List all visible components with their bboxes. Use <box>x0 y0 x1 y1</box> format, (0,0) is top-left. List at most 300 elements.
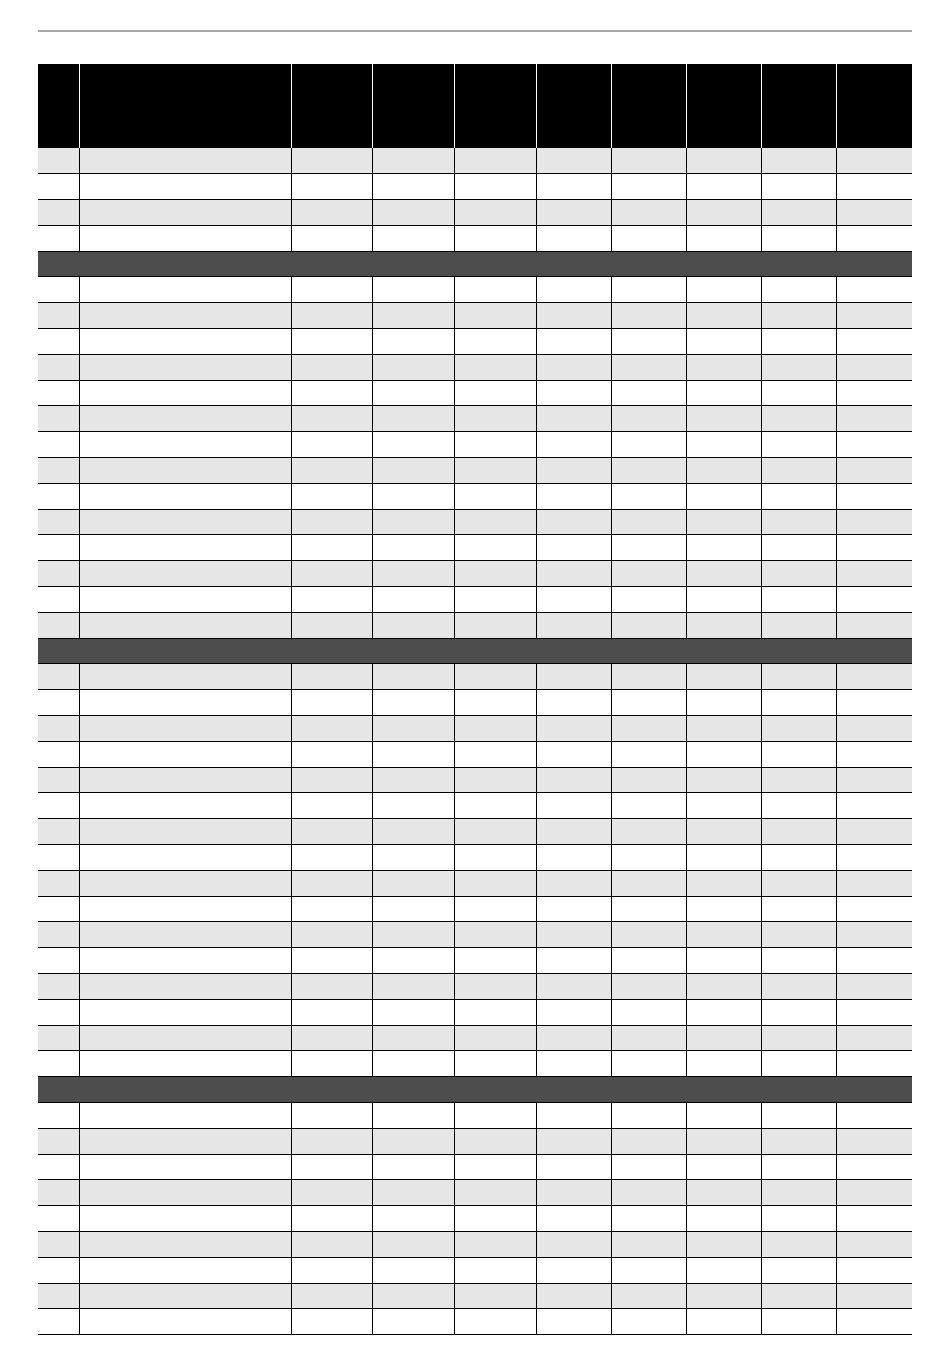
table-cell <box>836 174 912 200</box>
table-cell <box>291 1283 372 1309</box>
table-cell <box>761 432 836 458</box>
table-cell <box>372 999 454 1025</box>
table-cell <box>454 380 536 406</box>
table-row <box>38 948 912 974</box>
table-cell <box>836 1180 912 1206</box>
table-cell <box>761 303 836 329</box>
table-cell <box>611 716 686 742</box>
table-row <box>38 896 912 922</box>
table-cell <box>454 664 536 690</box>
table-cell <box>611 819 686 845</box>
table-cell <box>536 1180 611 1206</box>
table-cell <box>79 1051 291 1077</box>
table-cell <box>836 767 912 793</box>
table-cell <box>761 509 836 535</box>
table-cell <box>79 1309 291 1335</box>
table-cell <box>38 277 79 303</box>
table-cell <box>536 1257 611 1283</box>
table-row <box>38 922 912 948</box>
table-cell <box>611 432 686 458</box>
table-cell <box>38 432 79 458</box>
table-cell <box>291 200 372 226</box>
section-header-label <box>38 1077 912 1103</box>
table-cell <box>38 896 79 922</box>
column-header <box>611 64 686 148</box>
table-cell <box>686 200 761 226</box>
table-cell <box>79 999 291 1025</box>
table-cell <box>454 767 536 793</box>
table-row <box>38 303 912 329</box>
table-cell <box>761 329 836 355</box>
table-cell <box>454 277 536 303</box>
table-cell <box>536 767 611 793</box>
table-cell <box>79 690 291 716</box>
table-cell <box>536 380 611 406</box>
table-cell <box>686 1025 761 1051</box>
table-cell <box>836 354 912 380</box>
table-cell <box>79 329 291 355</box>
table-cell <box>536 922 611 948</box>
table-cell <box>611 458 686 484</box>
table-cell <box>761 1154 836 1180</box>
table-cell <box>686 483 761 509</box>
table-cell <box>611 174 686 200</box>
table-cell <box>291 432 372 458</box>
table-cell <box>686 819 761 845</box>
table-cell <box>372 535 454 561</box>
table-cell <box>291 1309 372 1335</box>
table-cell <box>836 432 912 458</box>
table-cell <box>38 612 79 638</box>
table-cell <box>536 793 611 819</box>
table-cell <box>536 1102 611 1128</box>
table-cell <box>454 1025 536 1051</box>
table-row <box>38 1257 912 1283</box>
table-cell <box>761 922 836 948</box>
table-cell <box>79 1025 291 1051</box>
table-cell <box>38 329 79 355</box>
table-cell <box>372 354 454 380</box>
table-cell <box>836 819 912 845</box>
table-cell <box>611 148 686 174</box>
table-cell <box>454 1051 536 1077</box>
table-cell <box>761 1231 836 1257</box>
table-cell <box>836 148 912 174</box>
table-cell <box>38 664 79 690</box>
table-cell <box>761 1283 836 1309</box>
table-cell <box>454 329 536 355</box>
table-cell <box>291 587 372 613</box>
table-row <box>38 690 912 716</box>
table-cell <box>372 587 454 613</box>
table-cell <box>38 767 79 793</box>
table-cell <box>686 509 761 535</box>
table-cell <box>836 845 912 871</box>
table-cell <box>38 793 79 819</box>
table-cell <box>291 1051 372 1077</box>
table-cell <box>611 767 686 793</box>
table-cell <box>611 793 686 819</box>
column-header <box>761 64 836 148</box>
table-cell <box>372 509 454 535</box>
table-cell <box>454 303 536 329</box>
column-header <box>686 64 761 148</box>
table-cell <box>372 174 454 200</box>
table-cell <box>761 1102 836 1128</box>
table-cell <box>454 174 536 200</box>
table-cell <box>761 845 836 871</box>
table-cell <box>454 1231 536 1257</box>
table-cell <box>79 741 291 767</box>
table-cell <box>536 148 611 174</box>
table-cell <box>836 690 912 716</box>
table-cell <box>79 1102 291 1128</box>
table-cell <box>454 741 536 767</box>
table-cell <box>686 741 761 767</box>
table-cell <box>38 509 79 535</box>
table-cell <box>686 1257 761 1283</box>
table-cell <box>79 1283 291 1309</box>
table-cell <box>79 870 291 896</box>
table-cell <box>611 1257 686 1283</box>
section-header-label <box>38 251 912 277</box>
table-cell <box>611 1231 686 1257</box>
table-row <box>38 587 912 613</box>
table-row <box>38 664 912 690</box>
table-cell <box>611 354 686 380</box>
table-cell <box>291 974 372 1000</box>
table-cell <box>38 999 79 1025</box>
table-cell <box>686 148 761 174</box>
table-cell <box>79 380 291 406</box>
table-cell <box>372 329 454 355</box>
table-cell <box>79 483 291 509</box>
table-cell <box>686 612 761 638</box>
table-row <box>38 974 912 1000</box>
table-cell <box>454 483 536 509</box>
table-cell <box>536 948 611 974</box>
table-cell <box>372 1102 454 1128</box>
table-cell <box>686 1102 761 1128</box>
table-cell <box>686 690 761 716</box>
table-row <box>38 612 912 638</box>
column-header <box>454 64 536 148</box>
section-header-label <box>38 638 912 664</box>
table-cell <box>372 225 454 251</box>
table-row <box>38 1051 912 1077</box>
table-cell <box>79 716 291 742</box>
table-cell <box>536 200 611 226</box>
table-cell <box>836 277 912 303</box>
table-cell <box>836 200 912 226</box>
table-cell <box>291 1180 372 1206</box>
table-cell <box>454 974 536 1000</box>
table-cell <box>454 1154 536 1180</box>
table-cell <box>836 380 912 406</box>
table-cell <box>836 1102 912 1128</box>
table-cell <box>79 1180 291 1206</box>
table-cell <box>79 561 291 587</box>
table-cell <box>836 612 912 638</box>
table-cell <box>761 354 836 380</box>
table-row <box>38 793 912 819</box>
table-row <box>38 406 912 432</box>
table-cell <box>611 845 686 871</box>
table-cell <box>761 612 836 638</box>
table-cell <box>291 612 372 638</box>
table-cell <box>536 896 611 922</box>
table-cell <box>38 716 79 742</box>
table-cell <box>536 483 611 509</box>
table-row <box>38 1309 912 1335</box>
table-cell <box>454 1102 536 1128</box>
table-cell <box>611 1051 686 1077</box>
table-cell <box>454 458 536 484</box>
table-cell <box>836 483 912 509</box>
table-cell <box>454 1257 536 1283</box>
table-cell <box>836 225 912 251</box>
table-row <box>38 1206 912 1232</box>
table-cell <box>536 277 611 303</box>
table-cell <box>611 1309 686 1335</box>
table-cell <box>38 225 79 251</box>
table-cell <box>79 1257 291 1283</box>
table-cell <box>79 612 291 638</box>
table-cell <box>291 483 372 509</box>
table-cell <box>38 1102 79 1128</box>
table-cell <box>611 483 686 509</box>
table-cell <box>372 870 454 896</box>
table-cell <box>38 354 79 380</box>
table-cell <box>836 974 912 1000</box>
table-cell <box>79 406 291 432</box>
table-cell <box>291 870 372 896</box>
table-cell <box>761 896 836 922</box>
table-cell <box>686 1128 761 1154</box>
table-cell <box>686 277 761 303</box>
table-cell <box>761 664 836 690</box>
table-cell <box>38 1231 79 1257</box>
table-cell <box>536 587 611 613</box>
table-cell <box>836 1206 912 1232</box>
table-row <box>38 354 912 380</box>
table-cell <box>372 1309 454 1335</box>
table-cell <box>372 200 454 226</box>
data-table <box>38 64 912 1335</box>
table-cell <box>372 922 454 948</box>
table-cell <box>836 1025 912 1051</box>
table-cell <box>454 845 536 871</box>
table-cell <box>79 277 291 303</box>
table-cell <box>38 406 79 432</box>
table-cell <box>686 1231 761 1257</box>
table-cell <box>372 612 454 638</box>
table-cell <box>761 741 836 767</box>
table-cell <box>454 948 536 974</box>
table-cell <box>536 1206 611 1232</box>
table-cell <box>79 587 291 613</box>
table-cell <box>536 845 611 871</box>
table-cell <box>761 1051 836 1077</box>
table-cell <box>611 380 686 406</box>
table-cell <box>454 200 536 226</box>
table-cell <box>536 870 611 896</box>
table-cell <box>611 1206 686 1232</box>
table-cell <box>372 380 454 406</box>
table-cell <box>291 999 372 1025</box>
table-cell <box>611 1102 686 1128</box>
table-cell <box>372 148 454 174</box>
table-cell <box>686 432 761 458</box>
table-cell <box>611 509 686 535</box>
table-cell <box>372 432 454 458</box>
table-cell <box>761 174 836 200</box>
table-cell <box>611 535 686 561</box>
table-cell <box>38 587 79 613</box>
table-cell <box>372 741 454 767</box>
table-cell <box>79 1206 291 1232</box>
table-cell <box>79 535 291 561</box>
table-row <box>38 535 912 561</box>
table-cell <box>686 380 761 406</box>
table-row <box>38 1283 912 1309</box>
table-cell <box>38 974 79 1000</box>
table-cell <box>761 716 836 742</box>
table-cell <box>836 896 912 922</box>
table-cell <box>372 406 454 432</box>
table-cell <box>761 793 836 819</box>
table-cell <box>686 329 761 355</box>
section-header-row <box>38 251 912 277</box>
table-cell <box>836 509 912 535</box>
table-cell <box>372 1231 454 1257</box>
table-cell <box>686 845 761 871</box>
table-cell <box>454 1128 536 1154</box>
table-cell <box>38 1025 79 1051</box>
table-cell <box>454 509 536 535</box>
table-cell <box>686 458 761 484</box>
table-cell <box>38 1128 79 1154</box>
table-cell <box>611 896 686 922</box>
table-cell <box>79 896 291 922</box>
table-body <box>38 148 912 1335</box>
table-cell <box>291 767 372 793</box>
table-cell <box>836 741 912 767</box>
table-cell <box>79 432 291 458</box>
table-row <box>38 1102 912 1128</box>
table-cell <box>686 174 761 200</box>
top-rule <box>38 30 912 32</box>
table-cell <box>372 664 454 690</box>
table-cell <box>611 664 686 690</box>
table-cell <box>536 432 611 458</box>
table-cell <box>536 664 611 690</box>
table-cell <box>761 1128 836 1154</box>
table-cell <box>38 174 79 200</box>
table-cell <box>611 948 686 974</box>
table-cell <box>291 690 372 716</box>
table-cell <box>611 1025 686 1051</box>
table-row <box>38 148 912 174</box>
table-cell <box>38 561 79 587</box>
table-cell <box>536 509 611 535</box>
table-cell <box>536 303 611 329</box>
table-cell <box>38 380 79 406</box>
table-cell <box>536 535 611 561</box>
table-cell <box>38 948 79 974</box>
table-cell <box>454 225 536 251</box>
table-cell <box>38 1309 79 1335</box>
column-header <box>536 64 611 148</box>
table-cell <box>372 845 454 871</box>
table-cell <box>536 1154 611 1180</box>
table-cell <box>372 1180 454 1206</box>
table-cell <box>686 1154 761 1180</box>
table-cell <box>686 587 761 613</box>
table-cell <box>536 1231 611 1257</box>
table-cell <box>536 1051 611 1077</box>
table-cell <box>836 1283 912 1309</box>
column-header <box>38 64 79 148</box>
table-cell <box>291 1154 372 1180</box>
table-cell <box>454 148 536 174</box>
table-cell <box>536 690 611 716</box>
table-cell <box>611 612 686 638</box>
table-cell <box>836 1051 912 1077</box>
table-cell <box>686 716 761 742</box>
table-cell <box>536 458 611 484</box>
table-cell <box>611 225 686 251</box>
table-cell <box>291 1257 372 1283</box>
table-cell <box>536 225 611 251</box>
table-cell <box>686 1180 761 1206</box>
table-cell <box>686 999 761 1025</box>
table-cell <box>372 1206 454 1232</box>
table-cell <box>372 1025 454 1051</box>
table-cell <box>611 587 686 613</box>
table-row <box>38 509 912 535</box>
table-cell <box>536 974 611 1000</box>
table-row <box>38 174 912 200</box>
table-row <box>38 716 912 742</box>
table-cell <box>836 561 912 587</box>
table-cell <box>761 225 836 251</box>
table-cell <box>686 1206 761 1232</box>
table-cell <box>79 819 291 845</box>
table-cell <box>536 329 611 355</box>
column-header <box>372 64 454 148</box>
table-cell <box>291 561 372 587</box>
table-cell <box>761 690 836 716</box>
table-cell <box>291 741 372 767</box>
table-cell <box>761 148 836 174</box>
table-cell <box>38 535 79 561</box>
table-cell <box>454 587 536 613</box>
table-cell <box>79 948 291 974</box>
table-cell <box>836 1154 912 1180</box>
column-header <box>79 64 291 148</box>
table-cell <box>454 716 536 742</box>
table-cell <box>836 535 912 561</box>
table-cell <box>372 277 454 303</box>
table-cell <box>836 664 912 690</box>
table-cell <box>536 406 611 432</box>
table-cell <box>372 896 454 922</box>
table-cell <box>38 819 79 845</box>
table-cell <box>536 354 611 380</box>
table-cell <box>686 561 761 587</box>
table-cell <box>761 458 836 484</box>
